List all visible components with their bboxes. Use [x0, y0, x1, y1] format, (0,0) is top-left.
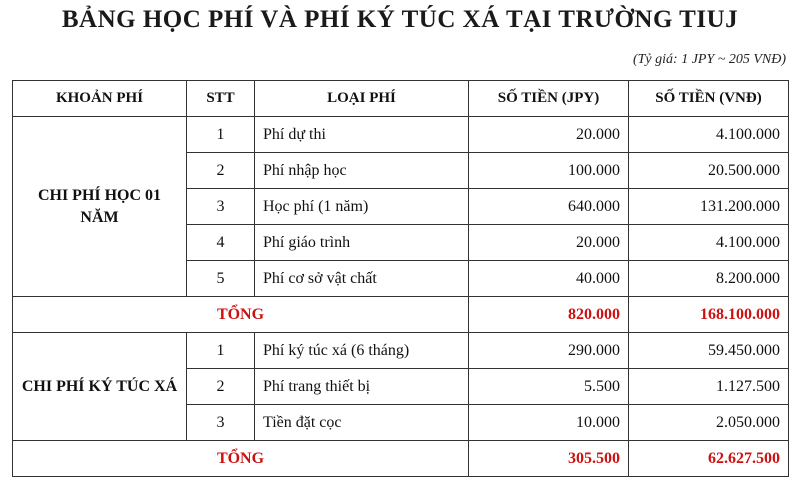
table-header-row [13, 81, 789, 117]
group-label-dormitory: CHI PHÍ KÝ TÚC XÁ [13, 333, 187, 441]
row-stt: 1 [187, 333, 255, 369]
group-label-tuition: CHI PHÍ HỌC 01 NĂM [13, 117, 187, 297]
row-fee-type: Tiền đặt cọc [255, 405, 469, 441]
row-amount-jpy: 10.000 [469, 405, 629, 441]
row-fee-type: Phí dự thi [255, 117, 469, 153]
row-amount-jpy: 20.000 [469, 117, 629, 153]
row-amount-jpy: 290.000 [469, 333, 629, 369]
exchange-rate-note: (Tỷ giá: 1 JPY ~ 205 VNĐ) [632, 52, 786, 67]
total-amount-vnd: 168.100.000 [629, 297, 789, 333]
total-amount-jpy: 305.500 [469, 441, 629, 477]
header-so-tien-jpy: SỐ TIỀN (JPY) [469, 81, 629, 117]
row-fee-type: Phí nhập học [255, 153, 469, 189]
row-stt: 3 [187, 405, 255, 441]
row-amount-jpy: 20.000 [469, 225, 629, 261]
row-fee-type: Học phí (1 năm) [255, 189, 469, 225]
row-stt: 4 [187, 225, 255, 261]
page-title: BẢNG HỌC PHÍ VÀ PHÍ KÝ TÚC XÁ TẠI TRƯỜNG TIUJ [61, 6, 739, 33]
row-amount-jpy: 640.000 [469, 189, 629, 225]
total-label: TỔNG [13, 441, 469, 477]
total-row-dormitory [13, 441, 789, 477]
header-stt: STT [187, 81, 255, 117]
row-stt: 1 [187, 117, 255, 153]
row-fee-type: Phí ký túc xá (6 tháng) [255, 333, 469, 369]
row-fee-type: Phí giáo trình [255, 225, 469, 261]
header-loai-phi: LOẠI PHÍ [255, 81, 469, 117]
row-amount-vnd: 59.450.000 [629, 333, 789, 369]
row-stt: 2 [187, 153, 255, 189]
total-amount-jpy: 820.000 [469, 297, 629, 333]
row-stt: 3 [187, 189, 255, 225]
total-amount-vnd: 62.627.500 [629, 441, 789, 477]
row-amount-jpy: 5.500 [469, 369, 629, 405]
row-amount-vnd: 20.500.000 [629, 153, 789, 189]
row-amount-vnd: 131.200.000 [629, 189, 789, 225]
row-stt: 5 [187, 261, 255, 297]
row-amount-vnd: 4.100.000 [629, 225, 789, 261]
row-amount-jpy: 100.000 [469, 153, 629, 189]
row-fee-type: Phí trang thiết bị [255, 369, 469, 405]
header-so-tien-vnd: SỐ TIỀN (VNĐ) [629, 81, 789, 117]
row-amount-vnd: 4.100.000 [629, 117, 789, 153]
row-amount-vnd: 2.050.000 [629, 405, 789, 441]
row-amount-jpy: 40.000 [469, 261, 629, 297]
total-row-tuition [13, 297, 789, 333]
row-fee-type: Phí cơ sở vật chất [255, 261, 469, 297]
header-khoan-phi: KHOẢN PHÍ [13, 81, 187, 117]
row-stt: 2 [187, 369, 255, 405]
fee-table [12, 80, 789, 477]
table-row [13, 333, 789, 369]
row-amount-vnd: 8.200.000 [629, 261, 789, 297]
row-amount-vnd: 1.127.500 [629, 369, 789, 405]
table-row [13, 117, 789, 153]
total-label: TỔNG [13, 297, 469, 333]
